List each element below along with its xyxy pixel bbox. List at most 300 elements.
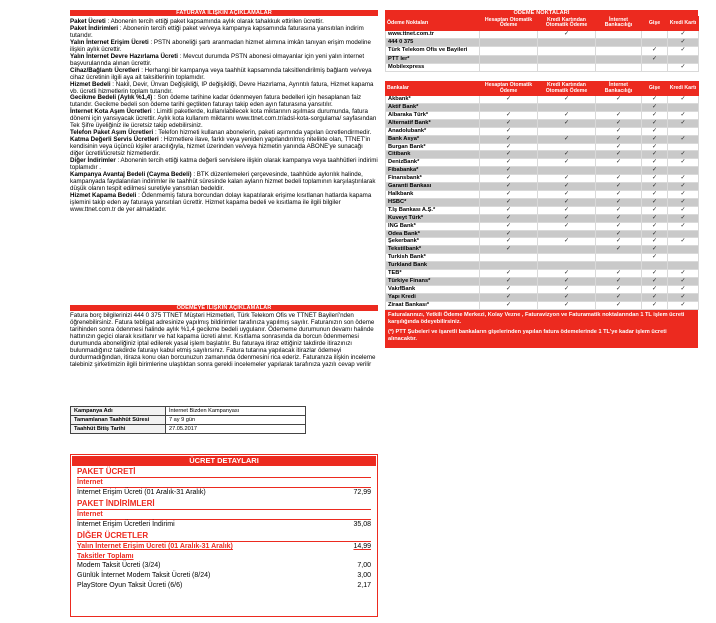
fee-value: 14,99 xyxy=(353,543,371,550)
fee-label: Modem Taksit Ücreti (3/24) xyxy=(77,562,161,569)
check-icon: ✓ xyxy=(668,277,699,285)
payment-note-1: Faturalarınızı, Yetkili Ödeme Merkezi, Kolay Vezne , Faturavizyon ve Faturamatik noktalarından 1 TL işlem ücreti karşılığında ödeyebilirsiniz. xyxy=(388,311,685,325)
empty-cell xyxy=(538,104,596,112)
bank-row xyxy=(386,293,699,301)
check-icon: ✓ xyxy=(538,135,596,143)
empty-cell xyxy=(596,262,642,270)
term-key: Katma Değerli Servis Ücretleri xyxy=(70,136,159,144)
check-icon: ✓ xyxy=(596,222,642,230)
term-text: : BTK düzenlemeleri çerçevesinde, taahhüde aykırılık halinde, kampanyada faydalanılan indirimler ile taahhüt süresinde kalan ayların hizmet bedeli toplamının karşılaştırılarak düşük olanın tespit edilmesi suretiyle yansıtılan bedeldir. xyxy=(70,170,376,192)
check-icon: ✓ xyxy=(596,96,642,104)
check-icon: ✓ xyxy=(668,39,699,47)
term-key: Yalın İnternet Erişim Ücreti xyxy=(70,38,149,46)
row-name: Albaraka Türk* xyxy=(386,111,480,119)
row-name: Tekstilbank* xyxy=(386,246,480,254)
check-icon: ✓ xyxy=(596,293,642,301)
row-name: Finansbank* xyxy=(386,175,480,183)
empty-cell xyxy=(642,64,668,72)
check-icon: ✓ xyxy=(668,47,699,55)
check-icon: ✓ xyxy=(596,127,642,135)
term-key: Gecikme Bedeli (Aylık %1,4) xyxy=(70,94,153,102)
installment-row xyxy=(77,571,371,581)
check-icon: ✓ xyxy=(480,175,538,183)
row-name: PTT İer* xyxy=(386,55,480,63)
fee-value: 7,00 xyxy=(357,562,371,569)
check-icon: ✓ xyxy=(538,206,596,214)
row-name: Türk Telekom Ofis ve Bayileri xyxy=(386,47,480,55)
check-icon: ✓ xyxy=(480,270,538,278)
bank-row xyxy=(386,183,699,191)
fee-label: PlayStore Oyun Taksit Ücreti (6/6) xyxy=(77,582,183,589)
empty-cell xyxy=(538,254,596,262)
campaign-key: Kampanya Adı xyxy=(71,407,166,416)
check-icon: ✓ xyxy=(480,301,538,309)
term-key: İnternet Kota Aşım Ücretleri xyxy=(70,108,152,116)
check-icon: ✓ xyxy=(642,206,668,214)
check-icon: ✓ xyxy=(668,198,699,206)
term-text: : Telefon hizmeti kullanan abonelerin, paketi aşımında yapılan ücretlendirmedir. xyxy=(153,129,372,137)
check-icon: ✓ xyxy=(668,214,699,222)
term-item xyxy=(70,54,378,68)
fee-details-box xyxy=(70,454,378,617)
check-icon: ✓ xyxy=(596,270,642,278)
row-name: Odea Bank* xyxy=(386,230,480,238)
row-name: ING Bank* xyxy=(386,222,480,230)
payment-note xyxy=(385,310,698,348)
payment-note-2: (*) PTT Şubeleri ve işaretli bankaların gişelerinden yapılan fatura ödemelerinde 1 TL'ye kadar işlem ücreti alınacaktır. xyxy=(388,328,667,342)
fee-details-title: ÜCRET DETAYLARI xyxy=(72,456,376,466)
row-name: Ziraat Bankası* xyxy=(386,301,480,309)
term-item xyxy=(70,172,378,193)
row-name: Akbank* xyxy=(386,96,480,104)
row-name: Halkbank xyxy=(386,190,480,198)
check-icon: ✓ xyxy=(538,183,596,191)
check-icon: ✓ xyxy=(596,175,642,183)
check-icon: ✓ xyxy=(538,198,596,206)
package-discount-subtitle: İnternet xyxy=(77,510,371,520)
term-key: Cihaz/Bağlantı Ücretleri xyxy=(70,66,140,74)
check-icon: ✓ xyxy=(668,238,699,246)
empty-cell xyxy=(480,30,538,38)
term-key: Telefon Paket Aşım Ücretleri xyxy=(70,129,154,137)
payment-point-row xyxy=(386,55,699,63)
bank-row xyxy=(386,127,699,135)
bank-row xyxy=(386,285,699,293)
check-icon: ✓ xyxy=(668,206,699,214)
check-icon: ✓ xyxy=(642,119,668,127)
empty-cell xyxy=(596,254,642,262)
fee-value: 35,08 xyxy=(353,521,371,528)
yalin-fee-row xyxy=(77,542,371,552)
fee-value: 72,99 xyxy=(353,489,371,496)
bank-row xyxy=(386,190,699,198)
check-icon: ✓ xyxy=(596,277,642,285)
row-name: T.İş Bankası A.Ş.* xyxy=(386,206,480,214)
bank-row xyxy=(386,222,699,230)
term-key: Paket İndirimleri xyxy=(70,24,119,32)
fee-value: 2,17 xyxy=(357,582,371,589)
check-icon: ✓ xyxy=(480,127,538,135)
empty-cell xyxy=(668,254,699,262)
empty-cell xyxy=(668,167,699,175)
bank-row xyxy=(386,159,699,167)
term-item xyxy=(70,109,378,130)
check-icon: ✓ xyxy=(668,285,699,293)
check-icon: ✓ xyxy=(642,151,668,159)
check-icon: ✓ xyxy=(642,270,668,278)
empty-cell xyxy=(668,104,699,112)
check-icon: ✓ xyxy=(668,96,699,104)
campaign-key: Taahhüt Bitiş Tarihi xyxy=(71,425,166,434)
bank-row xyxy=(386,111,699,119)
empty-cell xyxy=(668,262,699,270)
fee-label: İnternet Erişim Ücretleri İndirimi xyxy=(77,521,175,528)
empty-cell xyxy=(596,167,642,175)
row-name: Burgan Bank* xyxy=(386,143,480,151)
tariff-header: FATURAYA İLİŞKİN AÇIKLAMALAR xyxy=(70,10,378,16)
column-header: Hesaptan Otomatik Ödeme xyxy=(480,17,538,31)
empty-cell xyxy=(538,39,596,47)
check-icon: ✓ xyxy=(642,293,668,301)
term-key: Yalın İnternet Devre Hazırlama Ücreti xyxy=(70,52,178,60)
payment-text: Fatura borç bilgilerinizi 444 0 375 TTNET Müşteri Hizmetleri, Türk Telekom Ofis ve TTNET Bayilerí'nden öğrenebilirsiniz. Fatura tebligat adresinize yapılmış bildirimler tarafınıza yapılmış sayılır. Faturanızın son ödeme tarihinden sonra ödenmesi halinde aylık %1,4 gecikme bedeli uygulanır. Ödememe durumunun devamı halinde hattınızın geçici olarak kısıtlanır ve hat kapama ücreti alınır. Kısıtlama sonrasında da borcun ödenmemesi durumunda aboneliğiniz iptal edilerek yasal işlem başlatılır. Bu faturaya itiraz ettiğiniz takdirde itirazınızı bulunmadığınız takdirde faturayı kabul etmiş sayılırsınız. Fatura tutarına yapılacak itirazlar ödemeyi durdurmadığından, itiraza konu olan borcunuzun zamanında ödenmesini rica ederiz. Faturanıza ilişkin inceleme talebiniz şirketimizin ilgili birimlerine ulaştıktan sonra gerekli incelemeler yapılarak tarafınıza yazılı cevap verilir xyxy=(70,312,376,368)
other-fees-title: DİĞER ÜCRETLER xyxy=(77,531,371,542)
row-name: Türkiye Finans* xyxy=(386,277,480,285)
installment-row xyxy=(77,581,371,591)
bank-row xyxy=(386,230,699,238)
check-icon: ✓ xyxy=(642,104,668,112)
bank-row xyxy=(386,238,699,246)
check-icon: ✓ xyxy=(480,214,538,222)
row-name: www.ttnet.com.tr xyxy=(386,30,480,38)
check-icon: ✓ xyxy=(480,198,538,206)
term-item xyxy=(70,95,378,109)
bank-row xyxy=(386,301,699,309)
bank-row xyxy=(386,175,699,183)
check-icon: ✓ xyxy=(480,183,538,191)
check-icon: ✓ xyxy=(642,55,668,63)
empty-cell xyxy=(480,104,538,112)
empty-cell xyxy=(596,39,642,47)
check-icon: ✓ xyxy=(538,214,596,222)
term-text: : PSTN aboneliği şartı aranmadan hizmet alımına imkân tanıyan erişim modeline ilişkin aylık ücrettir. xyxy=(70,38,371,53)
term-text: : Herhangi bir kampanya veya taahhüt kapsamında taksitlendirilmiş bağlantı ve/veya cihaz ücretinin ilgili aya ait taksitlerinin toplamıdır. xyxy=(70,66,372,81)
check-icon: ✓ xyxy=(596,206,642,214)
empty-cell xyxy=(538,246,596,254)
check-icon: ✓ xyxy=(480,238,538,246)
check-icon: ✓ xyxy=(538,96,596,104)
check-icon: ✓ xyxy=(596,198,642,206)
check-icon: ✓ xyxy=(538,151,596,159)
empty-cell xyxy=(642,262,668,270)
bank-row xyxy=(386,214,699,222)
check-icon: ✓ xyxy=(480,159,538,167)
term-text: : Nakil, Devir, Ünvan Değişikliği, IP değişikliği, Devre Hazırlama, Ayrıntılı fatura, Hizmet kapama vb. ücretli hizmetlerin toplam tutarıdır. xyxy=(70,80,374,95)
row-name: Fibabanka* xyxy=(386,167,480,175)
check-icon: ✓ xyxy=(480,167,538,175)
check-icon: ✓ xyxy=(596,214,642,222)
empty-cell xyxy=(480,64,538,72)
check-icon: ✓ xyxy=(480,135,538,143)
check-icon: ✓ xyxy=(642,127,668,135)
campaign-row xyxy=(71,425,306,434)
check-icon: ✓ xyxy=(642,135,668,143)
row-name: Citibank xyxy=(386,151,480,159)
check-icon: ✓ xyxy=(668,135,699,143)
bank-row xyxy=(386,96,699,104)
payment-point-row xyxy=(386,30,699,38)
check-icon: ✓ xyxy=(596,301,642,309)
term-text: : Abonenin tercih ettiği katma değerli servislere ilişkin olarak kampanya veya taahhütleri indirimi toplamıdır . xyxy=(70,157,378,172)
payment-points-table xyxy=(385,16,699,72)
row-name: Mobilexpress xyxy=(386,64,480,72)
bank-row xyxy=(386,151,699,159)
row-name: Turkish Bank* xyxy=(386,254,480,262)
empty-cell xyxy=(480,262,538,270)
empty-cell xyxy=(668,127,699,135)
column-header: Kredi Kartı xyxy=(668,82,699,96)
term-text: : Ödenmemiş fatura borcundan dolayı kapatılarak erişime kısıtlanan hatlarda kapama işlemini takip eden ay faturaya yansıtılan ücrettir. Hizmet kapama bedeli ve kısıtlama ile ilgili bilgiler www.ttnet.com.tr de yer almaktadır. xyxy=(70,191,372,213)
empty-cell xyxy=(480,254,538,262)
check-icon: ✓ xyxy=(480,285,538,293)
check-icon: ✓ xyxy=(596,190,642,198)
column-header: Kredi Kartından Otomatik Ödeme xyxy=(538,17,596,31)
row-name: Yapı Kredi xyxy=(386,293,480,301)
column-header: Bankalar xyxy=(386,82,480,96)
check-icon: ✓ xyxy=(642,230,668,238)
bank-row xyxy=(386,206,699,214)
term-key: Hizmet Kapama Bedeli xyxy=(70,191,137,199)
empty-cell xyxy=(538,127,596,135)
check-icon: ✓ xyxy=(480,246,538,254)
check-icon: ✓ xyxy=(642,143,668,151)
column-header: İnternet Bankacılığı xyxy=(596,17,642,31)
row-name: Garanti Bankası xyxy=(386,183,480,191)
check-icon: ✓ xyxy=(668,159,699,167)
row-name: Şekerbank* xyxy=(386,238,480,246)
check-icon: ✓ xyxy=(642,190,668,198)
empty-cell xyxy=(538,262,596,270)
empty-cell xyxy=(538,230,596,238)
tariff-section xyxy=(70,10,378,214)
bank-row xyxy=(386,270,699,278)
term-item xyxy=(70,26,378,40)
check-icon: ✓ xyxy=(642,238,668,246)
empty-cell xyxy=(668,246,699,254)
check-icon: ✓ xyxy=(480,206,538,214)
column-header: Kredi Kartından Otomatik Ödeme xyxy=(538,82,596,96)
empty-cell xyxy=(642,30,668,38)
term-item xyxy=(70,82,378,96)
empty-cell xyxy=(480,47,538,55)
empty-cell xyxy=(596,64,642,72)
check-icon: ✓ xyxy=(480,96,538,104)
bank-row xyxy=(386,254,699,262)
check-icon: ✓ xyxy=(596,285,642,293)
term-text: : Limitli paketlerde, kullanılabilecek kota miktarının aşılması durumunda, fatura dönemi için yansıyacak ücrettir. Aylık kota kullanım miktarını www.ttnet.com.tr/adsl-kota-sorgulama/ sayfasından Tek Şifre üyeliğiniz ile ücretsiz takip edebilirsiniz. xyxy=(70,108,377,130)
check-icon: ✓ xyxy=(642,246,668,254)
empty-cell xyxy=(538,64,596,72)
bank-row xyxy=(386,246,699,254)
fee-label: Günlük İnternet Modem Taksit Ücreti (8/24) xyxy=(77,572,211,579)
check-icon: ✓ xyxy=(668,30,699,38)
check-icon: ✓ xyxy=(596,183,642,191)
row-name: Anadolubank* xyxy=(386,127,480,135)
bank-row xyxy=(386,104,699,112)
check-icon: ✓ xyxy=(642,47,668,55)
check-icon: ✓ xyxy=(642,198,668,206)
campaign-value: 7 ay 9 gün xyxy=(166,416,306,425)
column-header: Hesaptan Otomatik Ödeme xyxy=(480,82,538,96)
column-header: Kredi Kartı xyxy=(668,17,699,31)
term-item xyxy=(70,137,378,158)
column-header: İnternet Bankacılığı xyxy=(596,82,642,96)
campaign-table xyxy=(70,406,306,434)
check-icon: ✓ xyxy=(538,285,596,293)
check-icon: ✓ xyxy=(668,301,699,309)
check-icon: ✓ xyxy=(538,30,596,38)
check-icon: ✓ xyxy=(538,293,596,301)
check-icon: ✓ xyxy=(538,301,596,309)
row-name: TEB* xyxy=(386,270,480,278)
check-icon: ✓ xyxy=(668,293,699,301)
check-icon: ✓ xyxy=(480,119,538,127)
check-icon: ✓ xyxy=(642,254,668,262)
empty-cell xyxy=(596,104,642,112)
column-header: Gişe xyxy=(642,82,668,96)
check-icon: ✓ xyxy=(480,222,538,230)
check-icon: ✓ xyxy=(596,119,642,127)
check-icon: ✓ xyxy=(668,183,699,191)
term-key: Diğer İndirimler xyxy=(70,157,116,165)
empty-cell xyxy=(596,47,642,55)
row-name: Aktif Bank* xyxy=(386,104,480,112)
payment-point-row xyxy=(386,64,699,72)
check-icon: ✓ xyxy=(596,230,642,238)
campaign-row xyxy=(71,416,306,425)
bank-row xyxy=(386,277,699,285)
check-icon: ✓ xyxy=(642,183,668,191)
row-name: HSBC* xyxy=(386,198,480,206)
check-icon: ✓ xyxy=(538,222,596,230)
installments-list xyxy=(77,561,371,591)
fee-value: 3,00 xyxy=(357,572,371,579)
check-icon: ✓ xyxy=(480,277,538,285)
term-text: : Abonenin tercih ettiği paket kapsamında aylık olarak tahakkuk ettirilen ücrettir. xyxy=(105,18,324,25)
row-name: Turkland Bank xyxy=(386,262,480,270)
empty-cell xyxy=(480,39,538,47)
check-icon: ✓ xyxy=(642,167,668,175)
payment-text-block xyxy=(70,313,378,369)
check-icon: ✓ xyxy=(538,270,596,278)
bank-row xyxy=(386,262,699,270)
row-name: Bank Asya* xyxy=(386,135,480,143)
payment-points-section xyxy=(385,10,698,348)
check-icon: ✓ xyxy=(642,111,668,119)
check-icon: ✓ xyxy=(642,175,668,183)
term-item xyxy=(70,193,378,214)
check-icon: ✓ xyxy=(538,238,596,246)
check-icon: ✓ xyxy=(596,111,642,119)
term-key: Paket Ücreti xyxy=(70,18,106,25)
check-icon: ✓ xyxy=(668,111,699,119)
row-name: Kuveyt Türk* xyxy=(386,214,480,222)
empty-cell xyxy=(668,55,699,63)
term-key: Kampanya Avantaj Bedeli (Cayma Bedeli) xyxy=(70,170,192,178)
check-icon: ✓ xyxy=(538,277,596,285)
bank-row xyxy=(386,167,699,175)
check-icon: ✓ xyxy=(538,175,596,183)
empty-cell xyxy=(538,167,596,175)
empty-cell xyxy=(596,30,642,38)
row-name: DenizBank* xyxy=(386,159,480,167)
package-fee-title: PAKET ÜCRETİ xyxy=(77,467,371,478)
check-icon: ✓ xyxy=(596,135,642,143)
term-item xyxy=(70,68,378,82)
check-icon: ✓ xyxy=(596,238,642,246)
check-icon: ✓ xyxy=(668,64,699,72)
bank-row xyxy=(386,198,699,206)
payment-header: ÖDEMEYE İLİŞKİN AÇIKLAMALAR xyxy=(70,305,378,311)
check-icon: ✓ xyxy=(480,151,538,159)
column-header: Gişe xyxy=(642,17,668,31)
check-icon: ✓ xyxy=(480,230,538,238)
check-icon: ✓ xyxy=(668,190,699,198)
empty-cell xyxy=(596,55,642,63)
empty-cell xyxy=(538,47,596,55)
check-icon: ✓ xyxy=(642,277,668,285)
campaign-row xyxy=(71,407,306,416)
check-icon: ✓ xyxy=(642,159,668,167)
check-icon: ✓ xyxy=(480,293,538,301)
check-icon: ✓ xyxy=(538,190,596,198)
package-discount-title: PAKET İNDİRİMLERİ xyxy=(77,499,371,510)
fee-label: İnternet Erişim Ücreti (01 Aralık-31 Aralık) xyxy=(77,489,206,496)
check-icon: ✓ xyxy=(480,143,538,151)
payment-points-header: ÖDEME NOKTALARI xyxy=(385,10,698,16)
check-icon: ✓ xyxy=(642,222,668,230)
check-icon: ✓ xyxy=(642,301,668,309)
check-icon: ✓ xyxy=(668,270,699,278)
empty-cell xyxy=(480,55,538,63)
package-discount-row xyxy=(77,520,371,530)
check-icon: ✓ xyxy=(668,175,699,183)
term-item xyxy=(70,40,378,54)
check-icon: ✓ xyxy=(596,159,642,167)
bank-row xyxy=(386,135,699,143)
package-fee-subtitle: İnternet xyxy=(77,478,371,488)
term-text: : Abonenin tercih ettiği paket ve/veya kampanya kapsamında faturasına yansıtılan indirim tutarıdır. xyxy=(70,24,364,39)
check-icon: ✓ xyxy=(596,143,642,151)
fee-label: Yalın İnternet Erişim Ücreti (01 Aralık-31 Aralık) xyxy=(77,543,233,550)
empty-cell xyxy=(538,143,596,151)
term-text: : Hizmetlere ilave, farklı veya yeniden yapılandırılmış nitelikte olan, TTNET'in kendisinin veya üçüncü kişiler aracılığıyla, hizmet üzerinden ve/veya hizmetin yanında ABONE'ye sunacağı diğer ücretli/ücretsiz hizmetlerdir. xyxy=(70,136,371,158)
package-fee-row xyxy=(77,488,371,498)
empty-cell xyxy=(642,39,668,47)
campaign-value: İnternet Bizden Kampanyası xyxy=(166,407,306,416)
empty-cell xyxy=(668,230,699,238)
row-name: VakıfBank xyxy=(386,285,480,293)
term-key: Hizmet Bedeli xyxy=(70,80,111,88)
campaign-key: Tamamlanan Taahhüt Süresi xyxy=(71,416,166,425)
column-header: Ödeme Noktaları xyxy=(386,17,480,31)
check-icon: ✓ xyxy=(668,151,699,159)
check-icon: ✓ xyxy=(668,222,699,230)
check-icon: ✓ xyxy=(642,285,668,293)
check-icon: ✓ xyxy=(642,214,668,222)
empty-cell xyxy=(538,55,596,63)
check-icon: ✓ xyxy=(668,119,699,127)
